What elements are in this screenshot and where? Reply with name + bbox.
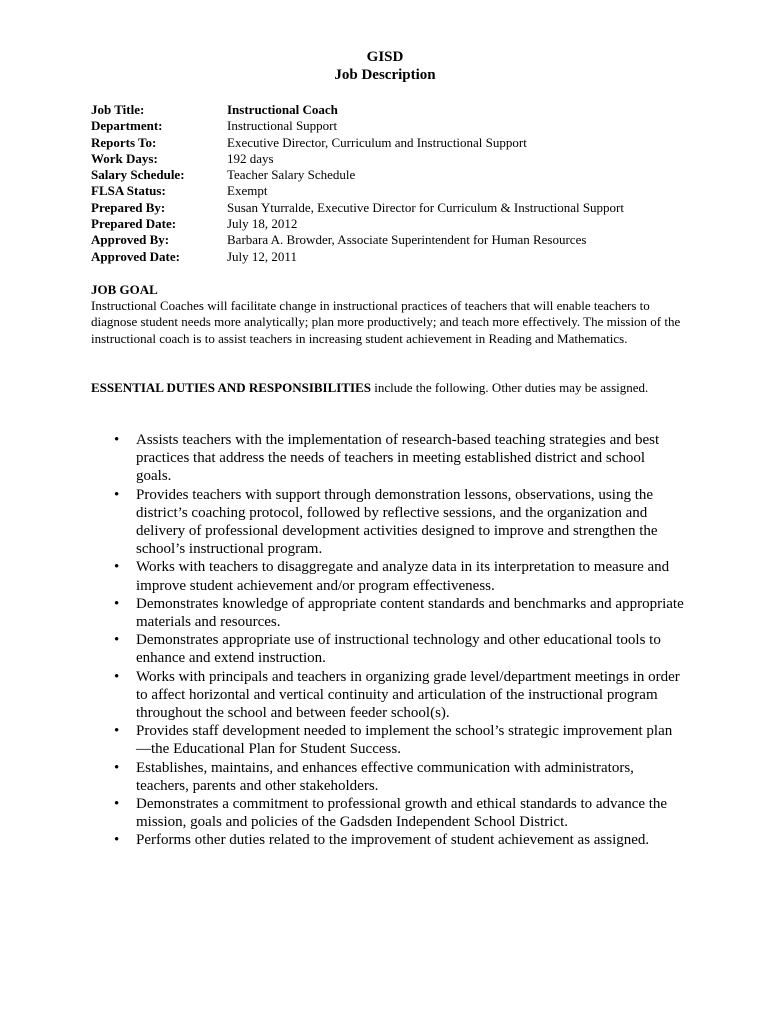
info-label: Job Title: <box>91 102 145 117</box>
info-row-prepared-by <box>91 200 624 216</box>
duty-item <box>0 831 684 849</box>
duty-text: Demonstrates appropriate use of instructional technology and other educational tools to enhance and extend instruction. <box>136 632 661 667</box>
bullet-icon: • <box>114 632 120 649</box>
duty-text: Works with principals and teachers in organizing grade level/department meetings in order to affect horizontal and vertical continuity and articulation of the instructional program throughout the school and between feeder school(s). <box>136 668 680 722</box>
info-row-reports-to <box>91 135 624 151</box>
info-value: July 12, 2011 <box>227 248 297 264</box>
document-title: Job Description <box>334 67 436 83</box>
info-value: Exempt <box>227 183 268 199</box>
info-value: Susan Yturralde, Executive Director for Curriculum & Instructional Support <box>227 199 625 215</box>
info-value: Teacher Salary Schedule <box>227 167 356 183</box>
bullet-icon: • <box>114 723 120 740</box>
duties-list <box>0 431 770 850</box>
bullet-icon: • <box>114 796 120 813</box>
duty-text: Works with teachers to disaggregate and analyze data in its interpretation to measure and improve student achievement and/or program effectiveness. <box>136 559 670 594</box>
essential-duties-note: include the following. Other duties may be assigned. <box>370 380 649 395</box>
info-value: Instructional Coach <box>227 102 338 117</box>
duty-text: Performs other duties related to the improvement of student achievement as assigned. <box>136 832 650 849</box>
info-value: 192 days <box>227 150 274 166</box>
duty-text: Provides teachers with support through demonstration lessons, observations, using the district’s coaching protocol, followed by reflective sessions, and the organization and delivery of professional development activities designed to improve and strengthen the school’s instructional program. <box>136 486 658 558</box>
duty-text: Establishes, maintains, and enhances effective communication with administrators, teachers, parents and other stakeholders. <box>136 759 634 794</box>
duty-item <box>0 759 684 795</box>
bullet-icon: • <box>114 668 120 685</box>
org-title: GISD <box>366 49 404 65</box>
duty-item <box>0 431 684 486</box>
duty-item <box>0 631 684 667</box>
duty-item <box>0 722 684 758</box>
duty-item <box>0 795 684 831</box>
bullet-icon: • <box>114 832 120 849</box>
essential-duties-heading: ESSENTIAL DUTIES AND RESPONSIBILITIES <box>91 380 371 395</box>
info-label: Work Days: <box>91 150 158 166</box>
info-row-work-days <box>91 151 624 167</box>
info-row-department <box>91 118 624 134</box>
info-value: Barbara A. Browder, Associate Superintendent for Human Resources <box>227 232 587 248</box>
info-value: July 18, 2012 <box>227 216 298 232</box>
info-row-job-title <box>91 102 624 118</box>
info-label: Prepared By: <box>91 199 166 215</box>
info-label: Department: <box>91 118 163 134</box>
info-label: FLSA Status: <box>91 183 166 199</box>
duty-item <box>0 486 684 559</box>
duty-text: Assists teachers with the implementation of research-based teaching strategies and best practices that address the needs of teachers in meeting established district and school goals. <box>136 432 660 485</box>
duty-item <box>0 668 684 723</box>
info-row-flsa-status <box>91 183 624 199</box>
info-label: Prepared Date: <box>91 216 177 232</box>
job-goal-heading: JOB GOAL <box>91 282 158 297</box>
info-row-approved-date <box>91 249 624 265</box>
info-label: Approved Date: <box>91 248 180 264</box>
bullet-icon: • <box>114 559 120 576</box>
info-row-salary-schedule <box>91 167 624 183</box>
info-row-prepared-date <box>91 216 624 232</box>
info-value: Instructional Support <box>227 118 338 134</box>
duty-text: Demonstrates a commitment to professional growth and ethical standards to advance the mission, goals and policies of the Gadsden Independent School District. <box>136 796 668 831</box>
bullet-icon: • <box>114 432 120 448</box>
job-info-table <box>91 102 624 265</box>
duty-item <box>0 558 684 594</box>
info-label: Salary Schedule: <box>91 167 185 183</box>
info-label: Approved By: <box>91 232 170 248</box>
duty-item <box>0 595 684 631</box>
info-row-approved-by <box>91 232 624 248</box>
bullet-icon: • <box>114 759 120 776</box>
job-goal-text: Instructional Coaches will facilitate change in instructional practices of teachers that will enable teachers to diagnose student needs more analytically; plan more productively; and teach more effectively. The mission of the instructional coach is to assist teachers in increasing student achievement in Reading and Mathematics. <box>91 298 681 346</box>
duty-text: Demonstrates knowledge of appropriate content standards and benchmarks and appropriate materials and resources. <box>136 595 684 631</box>
bullet-icon: • <box>114 486 120 503</box>
essential-duties-intro <box>91 380 686 396</box>
info-value: Executive Director, Curriculum and Instructional Support <box>227 134 527 150</box>
info-label: Reports To: <box>91 134 157 150</box>
bullet-icon: • <box>114 595 120 612</box>
duty-text: Provides staff development needed to implement the school’s strategic improvement plan—the Educational Plan for Student Success. <box>136 723 673 758</box>
